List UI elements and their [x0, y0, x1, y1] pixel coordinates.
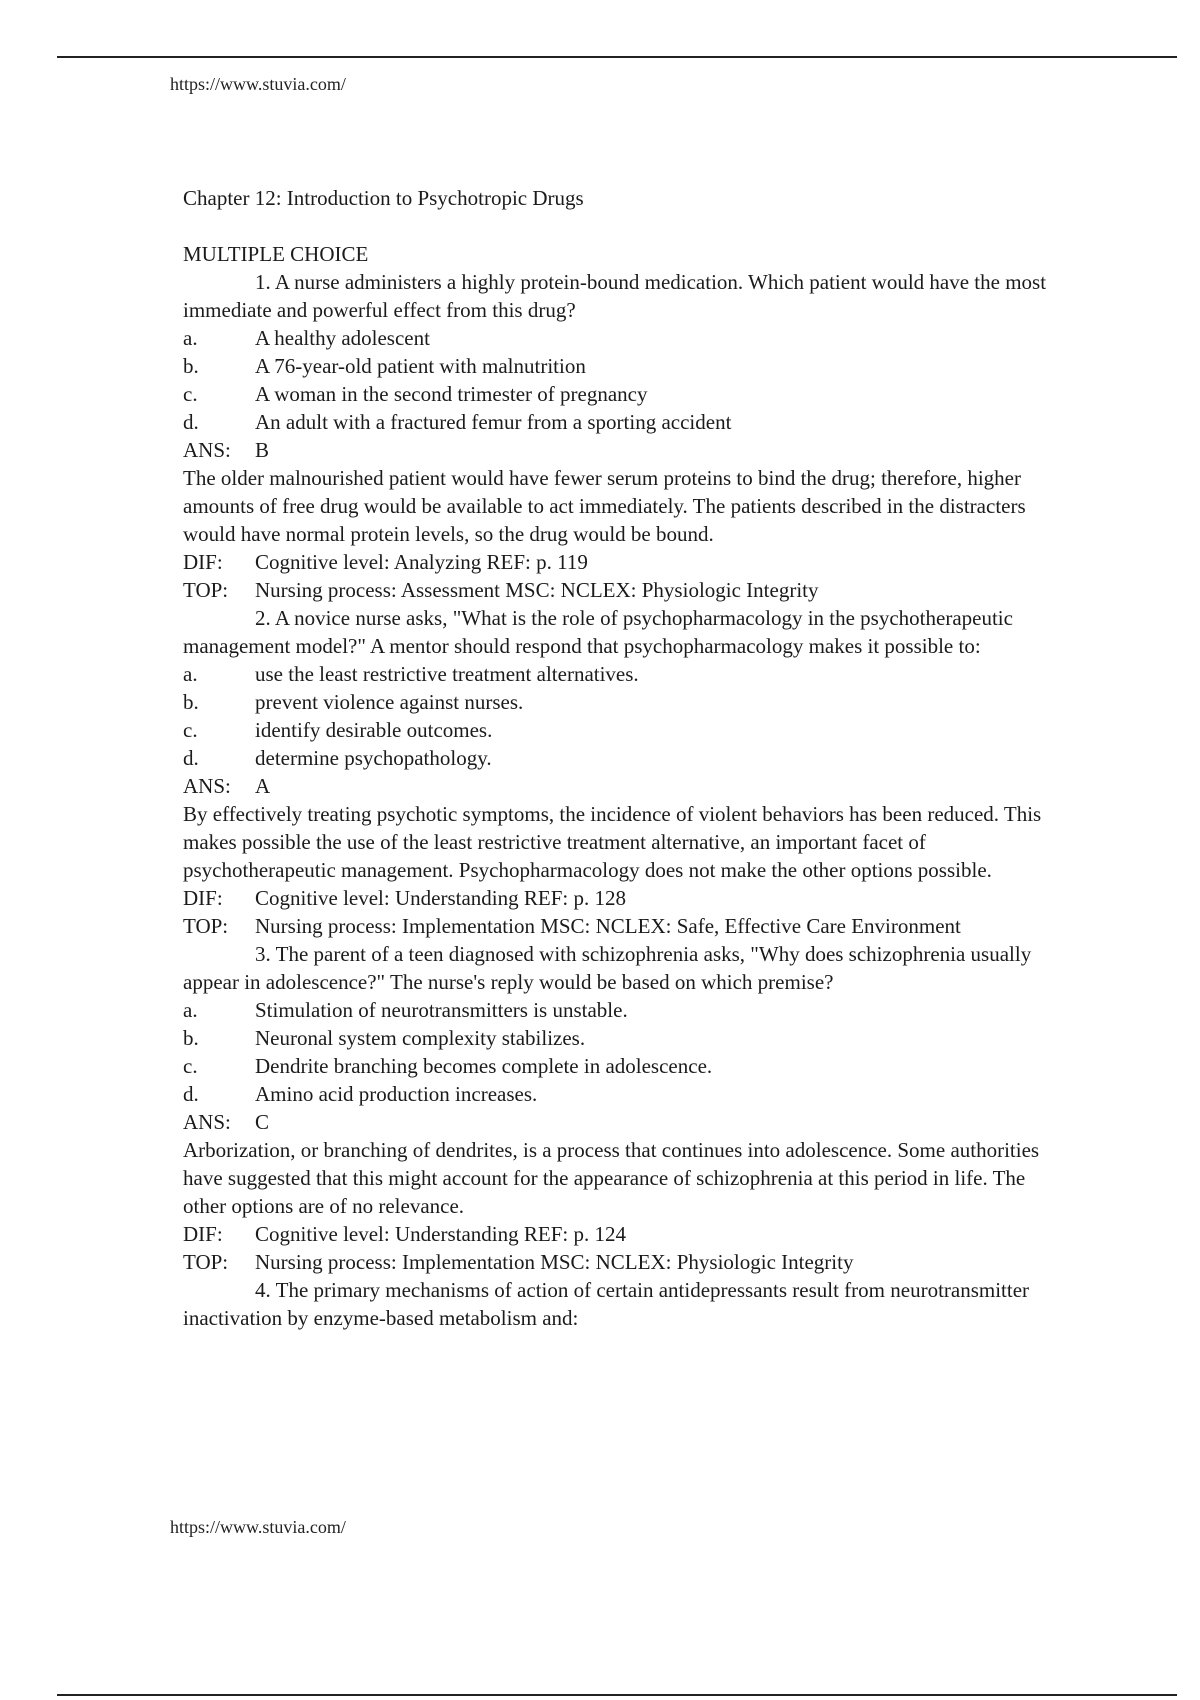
top-value: Nursing process: Assessment MSC: NCLEX: Physiologic Integrity: [255, 578, 819, 602]
option-c: [183, 1052, 1063, 1080]
option-a: [183, 324, 1063, 352]
dif-value: Cognitive level: Understanding REF: p. 128: [255, 886, 626, 910]
option-key: b.: [183, 354, 199, 378]
option-b: [183, 352, 1063, 380]
dif-value: Cognitive level: Analyzing REF: p. 119: [255, 550, 588, 574]
question-4: [183, 1276, 1063, 1332]
option-text: Stimulation of neurotransmitters is unstable.: [255, 998, 628, 1022]
answer-label: ANS:: [183, 438, 231, 462]
difficulty-line: [183, 548, 1063, 576]
dif-value: Cognitive level: Understanding REF: p. 124: [255, 1222, 626, 1246]
option-text: An adult with a fractured femur from a sporting accident: [255, 410, 732, 434]
rationale: The older malnourished patient would have fewer serum proteins to bind the drug; therefore, higher amounts of free drug would be available to act immediately. The patients described in the distracters would have normal protein levels, so the drug would be bound.: [183, 466, 1026, 546]
answer-value: C: [255, 1110, 270, 1134]
answer-label: ANS:: [183, 774, 231, 798]
option-key: b.: [183, 1026, 199, 1050]
option-c: [183, 380, 1063, 408]
difficulty-line: [183, 884, 1063, 912]
option-b: [183, 1024, 1063, 1052]
question-stem: 4. The primary mechanisms of action of certain antidepressants result from neurotransmitter inactivation by enzyme-based metabolism and:: [183, 1278, 1030, 1330]
question-3: [183, 940, 1063, 1276]
answer-line: [183, 1108, 1063, 1136]
option-key: a.: [183, 326, 198, 350]
footer-url[interactable]: https://www.stuvia.com/: [170, 1517, 346, 1537]
option-text: Amino acid production increases.: [255, 1082, 538, 1106]
option-key: d.: [183, 1082, 199, 1106]
option-text: determine psychopathology.: [255, 746, 492, 770]
topic-line: [183, 1248, 1063, 1276]
option-text: Dendrite branching becomes complete in adolescence.: [255, 1054, 713, 1078]
option-key: b.: [183, 690, 199, 714]
question-stem: 3. The parent of a teen diagnosed with schizophrenia asks, "Why does schizophrenia usually appear in adolescence?" The nurse's reply would be based on which premise?: [183, 942, 1032, 994]
answer-line: [183, 772, 1063, 800]
top-label: TOP:: [183, 1250, 229, 1274]
option-key: d.: [183, 746, 199, 770]
option-key: a.: [183, 998, 198, 1022]
option-key: c.: [183, 718, 198, 742]
answer-line: [183, 436, 1063, 464]
option-text: A healthy adolescent: [255, 326, 430, 350]
option-key: c.: [183, 382, 198, 406]
top-rule: [57, 56, 1177, 58]
option-a: [183, 996, 1063, 1024]
chapter-title: Chapter 12: Introduction to Psychotropic Drugs: [183, 186, 584, 210]
rationale: By effectively treating psychotic symptoms, the incidence of violent behaviors has been reduced. This makes possible the use of the least restrictive treatment alternative, an important facet of psychotherapeutic management. Psychopharmacology does not make the other options possible.: [183, 802, 1042, 882]
top-label: TOP:: [183, 914, 229, 938]
question-stem: 1. A nurse administers a highly protein-bound medication. Which patient would have the most immediate and powerful effect from this drug?: [183, 270, 1047, 322]
question-2: [183, 604, 1063, 940]
section-label: MULTIPLE CHOICE: [183, 242, 369, 266]
answer-label: ANS:: [183, 1110, 231, 1134]
option-d: [183, 1080, 1063, 1108]
option-b: [183, 688, 1063, 716]
top-value: Nursing process: Implementation MSC: NCLEX: Safe, Effective Care Environment: [255, 914, 961, 938]
option-text: A 76-year-old patient with malnutrition: [255, 354, 586, 378]
question-1: [183, 268, 1063, 604]
top-label: TOP:: [183, 578, 229, 602]
document-body: [183, 184, 1063, 1332]
option-text: use the least restrictive treatment alternatives.: [255, 662, 639, 686]
option-d: [183, 744, 1063, 772]
question-stem: 2. A novice nurse asks, "What is the role of psychopharmacology in the psychotherapeutic management model?" A mentor should respond that psychopharmacology makes it possible to:: [183, 606, 1013, 658]
topic-line: [183, 912, 1063, 940]
rationale: Arborization, or branching of dendrites, is a process that continues into adolescence. Some authorities have suggested that this might account for the appearance of schizophrenia at this period in life. The other options are of no relevance.: [183, 1138, 1040, 1218]
top-value: Nursing process: Implementation MSC: NCLEX: Physiologic Integrity: [255, 1250, 854, 1274]
option-key: d.: [183, 410, 199, 434]
answer-value: A: [255, 774, 271, 798]
option-key: c.: [183, 1054, 198, 1078]
option-text: prevent violence against nurses.: [255, 690, 524, 714]
header-url[interactable]: https://www.stuvia.com/: [170, 74, 346, 94]
option-text: Neuronal system complexity stabilizes.: [255, 1026, 586, 1050]
option-text: identify desirable outcomes.: [255, 718, 493, 742]
difficulty-line: [183, 1220, 1063, 1248]
dif-label: DIF:: [183, 1222, 223, 1246]
option-text: A woman in the second trimester of pregnancy: [255, 382, 648, 406]
topic-line: [183, 576, 1063, 604]
option-key: a.: [183, 662, 198, 686]
option-c: [183, 716, 1063, 744]
option-a: [183, 660, 1063, 688]
option-d: [183, 408, 1063, 436]
dif-label: DIF:: [183, 550, 223, 574]
answer-value: B: [255, 438, 270, 462]
dif-label: DIF:: [183, 886, 223, 910]
bottom-rule: [57, 1694, 1177, 1696]
